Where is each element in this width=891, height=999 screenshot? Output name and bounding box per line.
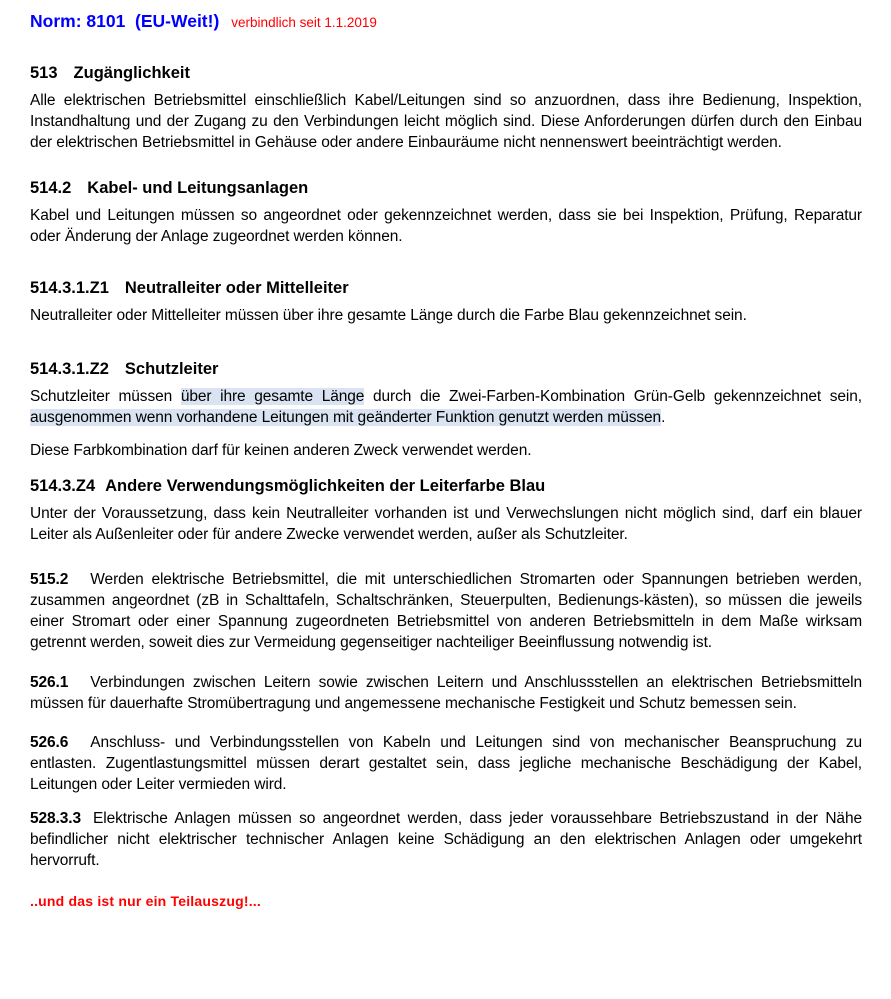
clause-526-1-number: 526.1 xyxy=(30,674,69,691)
section-514-3-1-z1-body: Neutralleiter oder Mittelleiter müssen über ihre gesamte Länge durch die Farbe Blau gekennzeichnet sein. xyxy=(30,307,747,324)
section-514-2-heading xyxy=(30,179,862,198)
section-514-3-1-z2-heading xyxy=(30,360,862,379)
body-text: . xyxy=(661,409,666,426)
section-514-3-1-z1-heading xyxy=(30,279,862,298)
clause-515-2-text: Werden elektrische Betriebsmittel, die mit unterschiedlichen Stromarten oder Spannungen betrieben werden, zusammen angeordnet (zB in Schalttafeln, Schaltschränken, Steuerpulten, Bedienungs-kästen), so müssen die jeweils einer Stromart oder einer Spannung zugeordneten Betriebsmittel von anderen Betriebsmitteln in dem Maße wirksam getrennt werden, soweit dies zur Vermeidung gegenseitiger nachteiliger Beeinflussung notwendig ist. xyxy=(30,571,862,651)
clause-526-6 xyxy=(30,732,862,795)
section-513-heading xyxy=(30,64,862,83)
section-513-number: 513 xyxy=(30,64,58,82)
body-text: durch die Zwei-Farben-Kombination Grün-Gelb gekennzeichnet sein, xyxy=(364,388,862,405)
footer-note: ..und das ist nur ein Teilauszug!... xyxy=(30,893,261,909)
clause-526-1-text: Verbindungen zwischen Leitern sowie zwischen Leitern und Anschlussstellen an elektrischen Betriebsmitteln müssen für dauerhafte Stromübertragung und angemessene mechanische Festigkeit und Schutz bemessen sein. xyxy=(30,674,862,712)
section-514-3-z4-title: Andere Verwendungsmöglichkeiten der Leiterfarbe Blau xyxy=(105,477,546,495)
highlighted-text: ausgenommen wenn vorhandene Leitungen mit geänderter Funktion genutzt werden müssen xyxy=(30,409,662,426)
highlighted-text: über ihre gesamte Länge xyxy=(180,388,365,405)
clause-528-3-3 xyxy=(30,808,862,871)
section-514-3-1-z2-title: Schutzleiter xyxy=(124,360,219,378)
section-513-body: Alle elektrischen Betriebsmittel einschließlich Kabel/Leitungen sind so anzuordnen, dass ihre Bedienung, Inspektion, Instandhaltung und der Zugang zu den Verbindungen leicht möglich sind. Diese Anforderungen dürfen durch den Einbau der elektrischen Betriebsmittel in Gehäuse oder andere Einbauräume nicht nennenswert beeinträchtigt werden. xyxy=(30,92,862,151)
body-text: Schutzleiter müssen xyxy=(30,388,181,405)
section-514-3-z4-heading xyxy=(30,477,862,496)
section-514-3-1-z1-title: Neutralleiter oder Mittelleiter xyxy=(124,279,349,297)
clause-526-6-number: 526.6 xyxy=(30,734,69,751)
section-514-3-1-z1 xyxy=(30,279,862,326)
section-514-3-z4-body: Unter der Voraussetzung, dass kein Neutralleiter vorhanden ist und Verwechslungen nicht möglich sind, darf ein blauer Leiter als Außenleiter oder für andere Zwecke verwendet werden, außer als Schutzleiter. xyxy=(30,505,862,543)
norm-validity-note: verbindlich seit 1.1.2019 xyxy=(231,15,377,30)
clause-526-6-text: Anschluss- und Verbindungsstellen von Kabeln und Leitungen sind von mechanischer Beanspruchung zu entlasten. Zugentlastungsmittel müssen derart gestaltet sein, dass jegliche mechanische Beschädigung der Kabel, Leitungen oder Leiter vermieden wird. xyxy=(30,734,862,793)
section-514-3-1-z2-body xyxy=(30,386,862,428)
section-513-title: Zugänglichkeit xyxy=(73,64,190,82)
section-514-3-z4-number: 514.3.Z4 xyxy=(30,477,96,495)
clause-526-1 xyxy=(30,672,862,714)
section-514-3-1-z2-number: 514.3.1.Z2 xyxy=(30,360,109,378)
clause-528-3-3-text: Elektrische Anlagen müssen so angeordnet werden, dass jeder voraussehbare Betriebszustand in der Nähe befindlicher nicht elektrischer technischer Anlagen keine Schädigung an den elektrischen Anlagen oder umgekehrt hervorruft. xyxy=(30,810,862,869)
norm-title: Norm: 8101 (EU-Weit!) xyxy=(30,11,220,31)
section-514-2-body: Kabel und Leitungen müssen so angeordnet oder gekennzeichnet werden, dass sie bei Inspektion, Prüfung, Reparatur oder Änderung der Anlage zugeordnet werden können. xyxy=(30,207,862,245)
section-514-2-number: 514.2 xyxy=(30,179,72,197)
section-514-3-1-z2 xyxy=(30,360,862,461)
clause-515-2-number: 515.2 xyxy=(30,571,69,588)
section-514-2-title: Kabel- und Leitungsanlagen xyxy=(87,179,309,197)
clause-528-3-3-number: 528.3.3 xyxy=(30,810,82,827)
clause-515-2 xyxy=(30,569,862,653)
section-514-3-1-z1-number: 514.3.1.Z1 xyxy=(30,279,109,297)
section-513 xyxy=(30,64,862,153)
section-514-3-1-z2-body2: Diese Farbkombination darf für keinen anderen Zweck verwendet werden. xyxy=(30,442,532,459)
document-header xyxy=(30,10,862,34)
section-514-3-z4 xyxy=(30,477,862,545)
section-514-2 xyxy=(30,179,862,247)
